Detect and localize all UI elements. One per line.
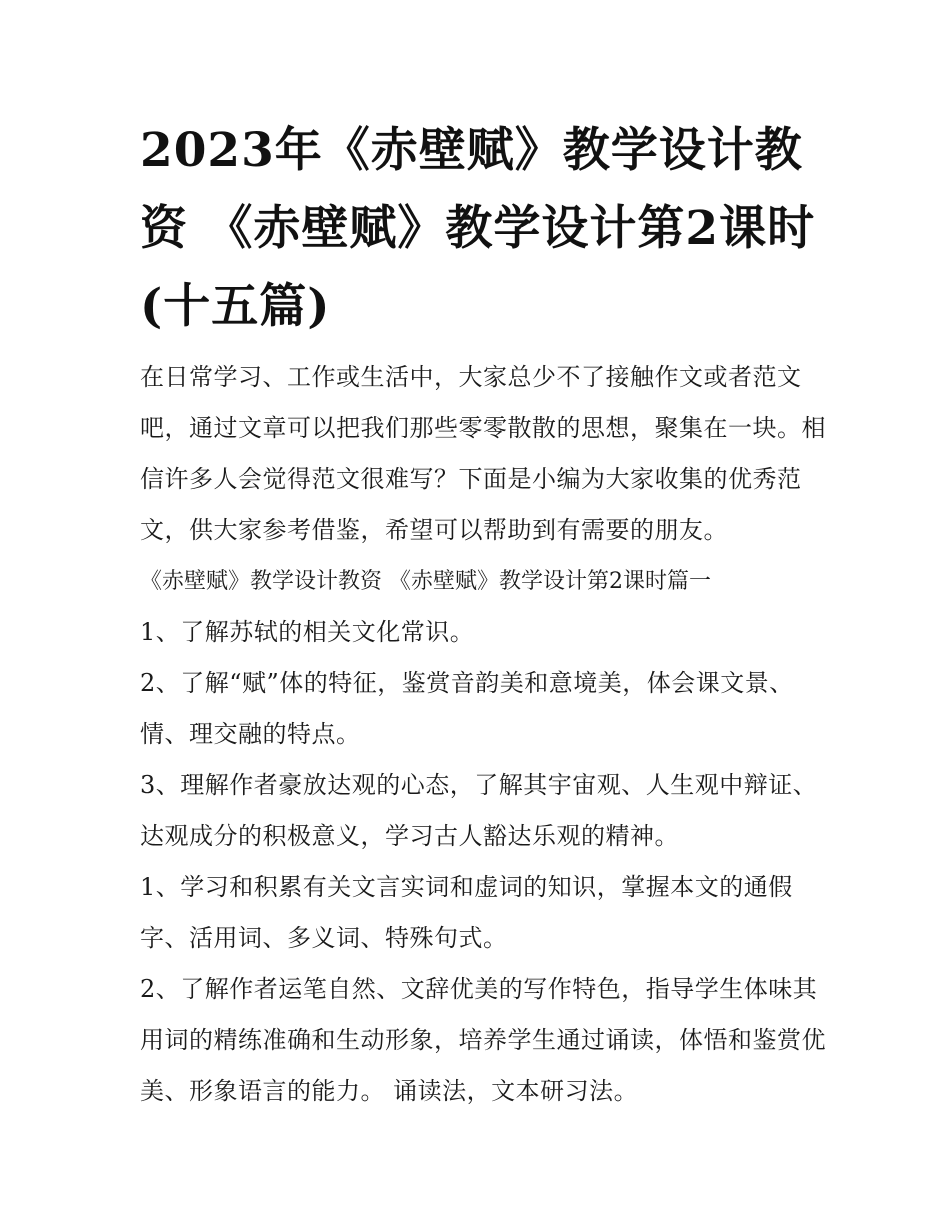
- objective-item: 1、学习和积累有关文言实词和虚词的知识，掌握本文的通假字、活用词、多义词、特殊句式。: [140, 873, 793, 952]
- section-heading: 《赤壁赋》教学设计教资 《赤壁赋》教学设计第2课时篇一: [140, 569, 711, 594]
- objective-item: 3、理解作者豪放达观的心态，了解其宇宙观、人生观中辩证、达观成分的积极意义，学习古人豁达乐观的精神。: [140, 771, 818, 850]
- objective-item: 2、了解“赋”体的特征，鉴赏音韵美和意境美，体会课文景、情、理交融的特点。: [140, 669, 794, 748]
- document-title: 2023年《赤壁赋》教学设计教资 《赤壁赋》教学设计第2课时(十五篇): [140, 123, 816, 334]
- objective-item: 1、了解苏轼的相关文化常识。: [140, 618, 475, 646]
- intro-paragraph: 在日常学习、工作或生活中，大家总少不了接触作文或者范文吧，通过文章可以把我们那些零零散散的思想，聚集在一块。相信许多人会觉得范文很难写？下面是小编为大家收集的优秀范文，供大家参考借鉴，希望可以帮助到有需要的朋友。: [140, 363, 826, 544]
- document-body: [140, 352, 830, 1117]
- objective-item: 2、了解作者运笔自然、文辞优美的写作特色，指导学生体味其用词的精练准确和生动形象，培养学生通过诵读，体悟和鉴赏优美、形象语言的能力。 诵读法，文本研习法。: [140, 975, 826, 1105]
